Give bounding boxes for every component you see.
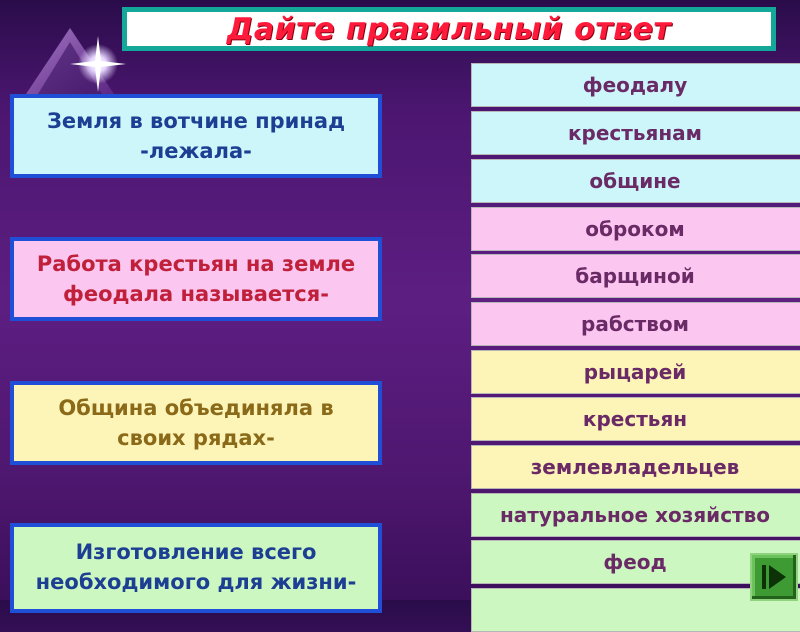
question-land-ownership <box>10 94 382 178</box>
answer-label: барщиной <box>575 264 695 288</box>
question-line: Работа крестьян на земле <box>36 252 356 276</box>
answer-option[interactable] <box>471 350 800 394</box>
question-line: своих рядах- <box>117 426 275 450</box>
answer-label: общине <box>589 169 681 193</box>
question-line: Земля в вотчине принад <box>46 109 346 133</box>
question-line: Община объединяла в <box>58 396 334 420</box>
answer-label: натуральное хозяйство <box>499 503 771 527</box>
answer-option[interactable] <box>471 254 800 298</box>
answer-option[interactable] <box>471 63 800 107</box>
answer-option[interactable] <box>471 493 800 537</box>
title-banner <box>122 7 776 51</box>
answer-label: землевладельцев <box>530 455 740 479</box>
answer-label: феод <box>603 550 667 574</box>
answer-option[interactable] <box>471 159 800 203</box>
answer-label: феодалу <box>582 73 688 97</box>
answer-option[interactable] <box>471 445 800 489</box>
question-community <box>10 381 382 465</box>
question-line: -лежала- <box>140 139 252 163</box>
answer-option[interactable] <box>471 207 800 251</box>
answer-option[interactable] <box>471 397 800 441</box>
answer-option[interactable] <box>471 111 800 155</box>
next-slide-icon <box>758 561 790 593</box>
answer-label: рыцарей <box>583 360 687 384</box>
next-slide-button[interactable] <box>750 553 798 601</box>
question-line: необходимого для жизни- <box>35 570 357 594</box>
answer-label: оброком <box>585 217 685 241</box>
page-title: Дайте правильный ответ <box>226 11 672 47</box>
answer-label: рабством <box>581 312 689 336</box>
answer-label: крестьян <box>582 407 688 431</box>
answer-option[interactable] <box>471 302 800 346</box>
answer-label: крестьянам <box>567 121 703 145</box>
question-line: феодала называется- <box>63 282 329 306</box>
question-line: Изготовление всего <box>75 540 317 564</box>
question-peasant-work <box>10 237 382 321</box>
